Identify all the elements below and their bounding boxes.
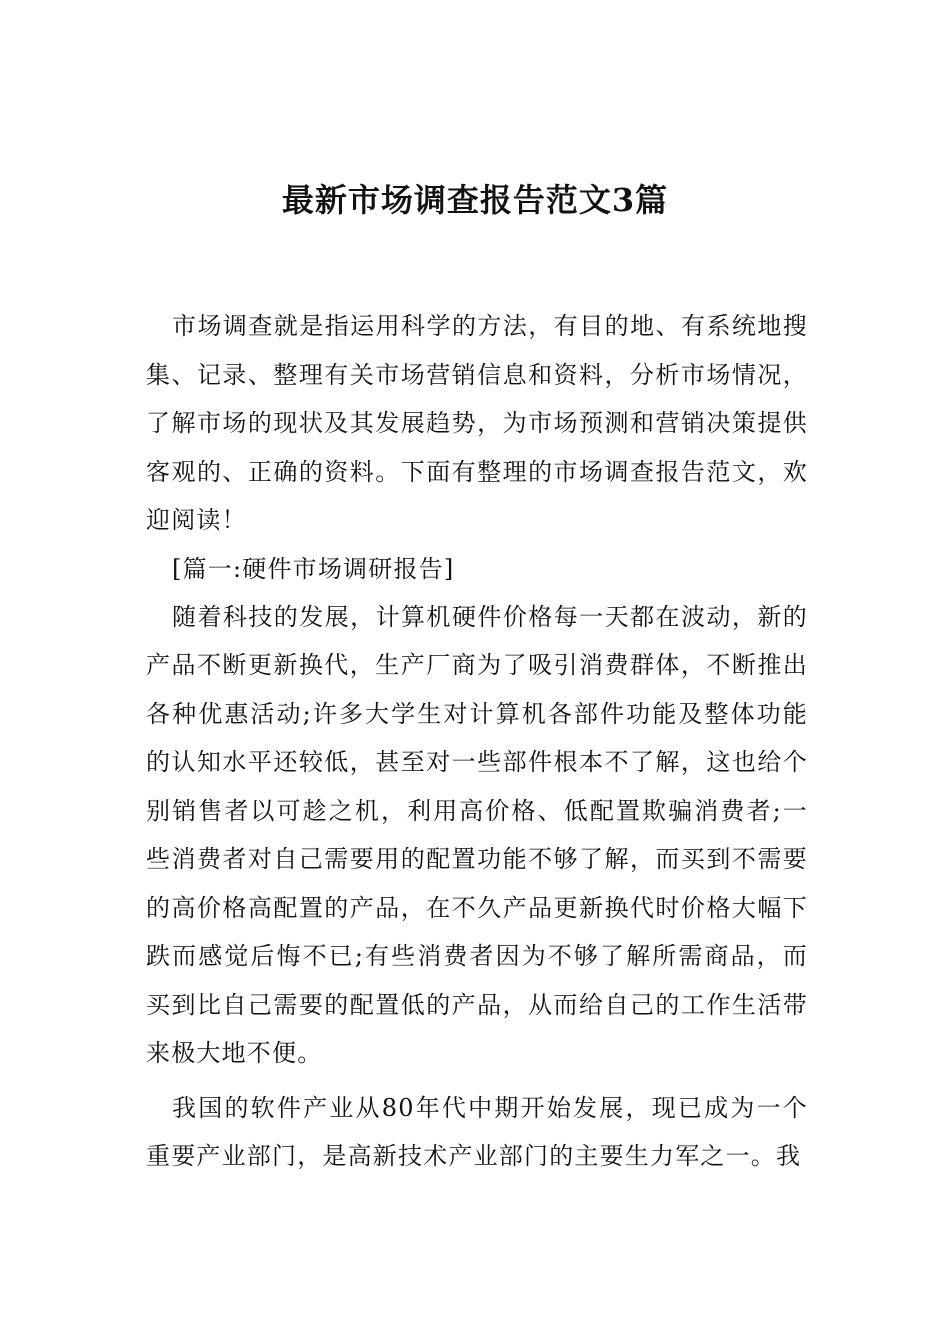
document-title: 最新市场调查报告范文3篇 <box>281 181 669 219</box>
body-paragraph: 随着科技的发展，计算机硬件价格每一天都在波动，新的产品不断更新换代，生产厂商为了吸引消费群体，不断推出各种优惠活动;许多大学生对计算机各部件功能及整体功能的认知水平还较低，甚至对一些部件根本不了解，这也给个别销售者以可趁之机，利用高价格、低配置欺骗消费者;一些消费者对自己需要用的配置功能不够了解，而买到不需要的高价格高配置的产品，在不久产品更新换代时价格大幅下跌而感觉后悔不已;有些消费者因为不够了解所需商品，而买到比自己需要的配置低的产品，从而给自己的工作生活带来极大地不便。 <box>146 602 808 1067</box>
document-body <box>146 302 808 1181</box>
section-heading: [篇一:硬件市场调研报告] <box>172 554 455 583</box>
intro-paragraph: 市场调查就是指运用科学的方法，有目的地、有系统地搜集、记录、整理有关市场营销信息和资料，分析市场情况，了解市场的现状及其发展趋势，为市场预测和营销决策提供客观的、正确的资料。下面有整理的市场调查报告范文，欢迎阅读！ <box>146 312 808 534</box>
body-paragraph: 我国的软件产业从80年代中期开始发展，现已成为一个重要产业部门，是高新技术产业部门的主要生力军之一。我 <box>146 1093 808 1170</box>
